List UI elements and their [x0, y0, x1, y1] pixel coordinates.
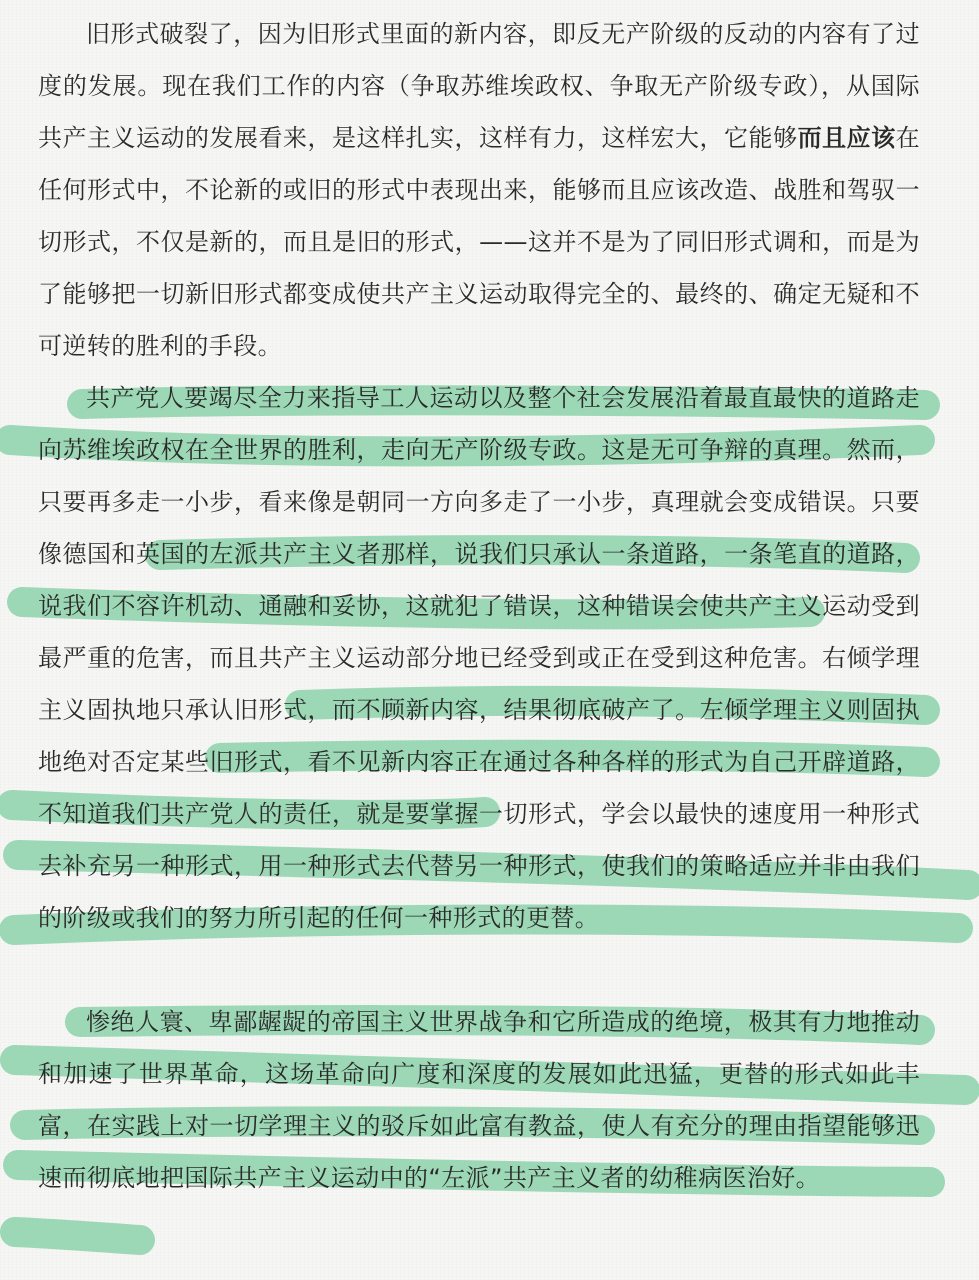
paragraph-text: 在任何形式中，不论新的或旧的形式中表现出来，能够而且应该改造、战胜和驾驭一切形式，不仅是新的，而且是旧的形式，——这并不是为了同旧形式调和，而是为了能够把一切新旧形式都变成使共产主义运动取得完全的、最终的、确定无疑和不可逆转的胜利的手段。 [38, 124, 920, 360]
paragraph-text: 惨绝人寰、卑鄙龌龊的帝国主义世界战争和它所造成的绝境，极其有力地推动和加速了世界革命，这场革命向广度和深度的发展如此迅猛，更替的形式如此丰富，在实践上对一切学理主义的驳斥如此富有教益，使人有充分的理由指望能够迅速而彻底地把国际共产主义运动中的“左派”共产主义者的幼稚病医治好。 [38, 1008, 920, 1192]
paragraph-text: 共产党人要竭尽全力来指导工人运动以及整个社会发展沿着最直最快的道路走向苏维埃政权在全世界的胜利，走向无产阶级专政。这是无可争辩的真理。然而，只要再多走一小步，看来像是朝同一方向多走了一小步，真理就会变成错误。只要像德国和英国的左派共产主义者那样，说我们只承认一条道路，一条笔直的道路，说我们不容许机动、通融和妥协，这就犯了错误，这种错误会使共产主义运动受到最严重的危害，而且共产主义运动部分地已经受到或正在受到这种危害。右倾学理主义固执地只承认旧形式，而不顾新内容，结果彻底破产了。左倾学理主义则固执地绝对否定某些旧形式，看不见新内容正在通过各种各样的形式为自己开辟道路，不知道我们共产党人的责任，就是要掌握一切形式，学会以最快的速度用一种形式去补充另一种形式，用一种形式去代替另一种形式，使我们的策略适应并非由我们的阶级或我们的努力所引起的任何一种形式的更替。 [38, 384, 920, 932]
paragraph-text: 旧形式破裂了，因为旧形式里面的新内容，即反无产阶级的反动的内容有了过度的发展。现在我们工作的内容（争取苏维埃政权、争取无产阶级专政），从国际共产主义运动的发展看来，是这样扎实，这样有力，这样宏大，它能够 [38, 20, 920, 152]
paragraph-1 [38, 8, 920, 372]
bold-emphasis: 而且应该 [797, 124, 896, 152]
paragraph-3 [38, 996, 920, 1204]
paragraph-2 [38, 372, 920, 944]
